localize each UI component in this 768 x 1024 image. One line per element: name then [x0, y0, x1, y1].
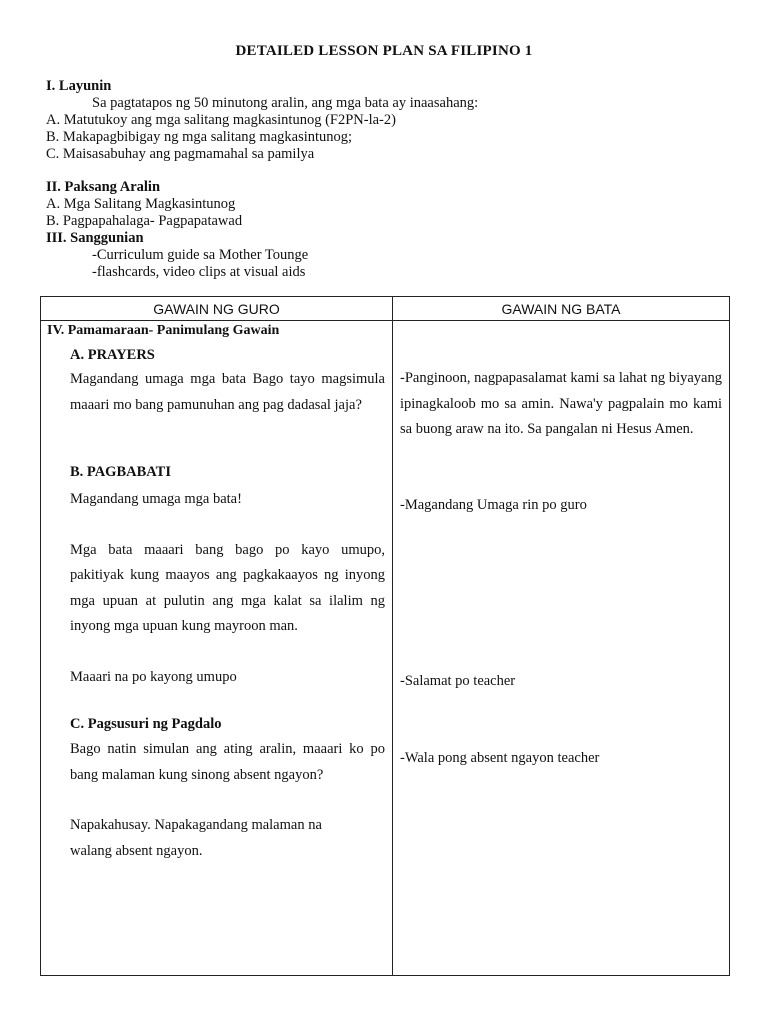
pagsusuri-heading: C. Pagsusuri ng Pagdalo — [70, 716, 222, 732]
student-column — [393, 321, 730, 976]
section-title: IV. Pamamaraan- Panimulang Gawain — [47, 323, 280, 338]
pagbabati-heading: B. PAGBABATI — [70, 464, 171, 480]
greet-student-text: -Magandang Umaga rin po guro — [400, 496, 587, 513]
layunin-item: A. Matutukoy ang mga salitang magkasintunog (F2PN-la-2) — [46, 112, 396, 128]
sanggunian-heading: III. Sanggunian — [46, 230, 144, 246]
prayers-teacher-text: Magandang umaga mga bata Bago tayo magsimula maaari mo bang pamunuhan ang pag dadasal jaja? — [70, 371, 385, 413]
absent-teacher-text: Bago natin simulan ang ating aralin, maaari ko po bang malaman kung sinong absent ngayon? — [70, 741, 385, 783]
layunin-heading: I. Layunin — [46, 78, 112, 94]
column-header-teacher: GAWAIN NG GURO — [41, 297, 393, 321]
sanggunian-item: -Curriculum guide sa Mother Tounge — [92, 247, 309, 263]
sit-teacher-text: Maaari na po kayong umupo — [70, 668, 237, 685]
paksa-item: B. Pagpapahalaga- Pagpapatawad — [46, 213, 243, 229]
absent-student-text: -Wala pong absent ngayon teacher — [400, 749, 600, 766]
sit-student-text: -Salamat po teacher — [400, 673, 516, 689]
document-title: DETAILED LESSON PLAN SA FILIPINO 1 — [235, 43, 533, 59]
header-block — [46, 78, 736, 281]
greet-teacher-text: Magandang umaga mga bata! — [70, 491, 242, 507]
teacher-column — [41, 321, 393, 976]
closing-teacher-line: walang absent ngayon. — [70, 842, 203, 859]
column-header-student: GAWAIN NG BATA — [393, 297, 730, 321]
prayers-heading: A. PRAYERS — [70, 347, 155, 363]
arrange-teacher-text: Mga bata maaari bang bago po kayo umupo, pakitiyak kung maayos ang pagkakaayos ng inyong mga upuan at pulutin ang mga kalat sa ilalim ng inyong mga upuan kung mayroon man. — [70, 541, 385, 634]
activity-table — [40, 296, 730, 976]
closing-teacher-line: Napakahusay. Napakagandang malaman na — [70, 817, 322, 833]
sanggunian-item: -flashcards, video clips at visual aids — [92, 264, 306, 280]
paksa-heading: II. Paksang Aralin — [46, 179, 161, 195]
layunin-intro: Sa pagtatapos ng 50 minutong aralin, ang mga bata ay inaasahang: — [92, 95, 479, 111]
paksa-item: A. Mga Salitang Magkasintunog — [46, 196, 236, 212]
layunin-item: C. Maisasabuhay ang pagmamahal sa pamilya — [46, 146, 315, 162]
prayers-student-text: -Panginoon, nagpapasalamat kami sa lahat ng biyayang ipinagkaloob mo sa amin. Nawa'y pagpalain mo kami sa buong araw na ito. Sa pangalan ni Hesus Amen. — [400, 370, 722, 437]
layunin-item: B. Makapagbibigay ng mga salitang magkasintunog; — [46, 129, 353, 145]
